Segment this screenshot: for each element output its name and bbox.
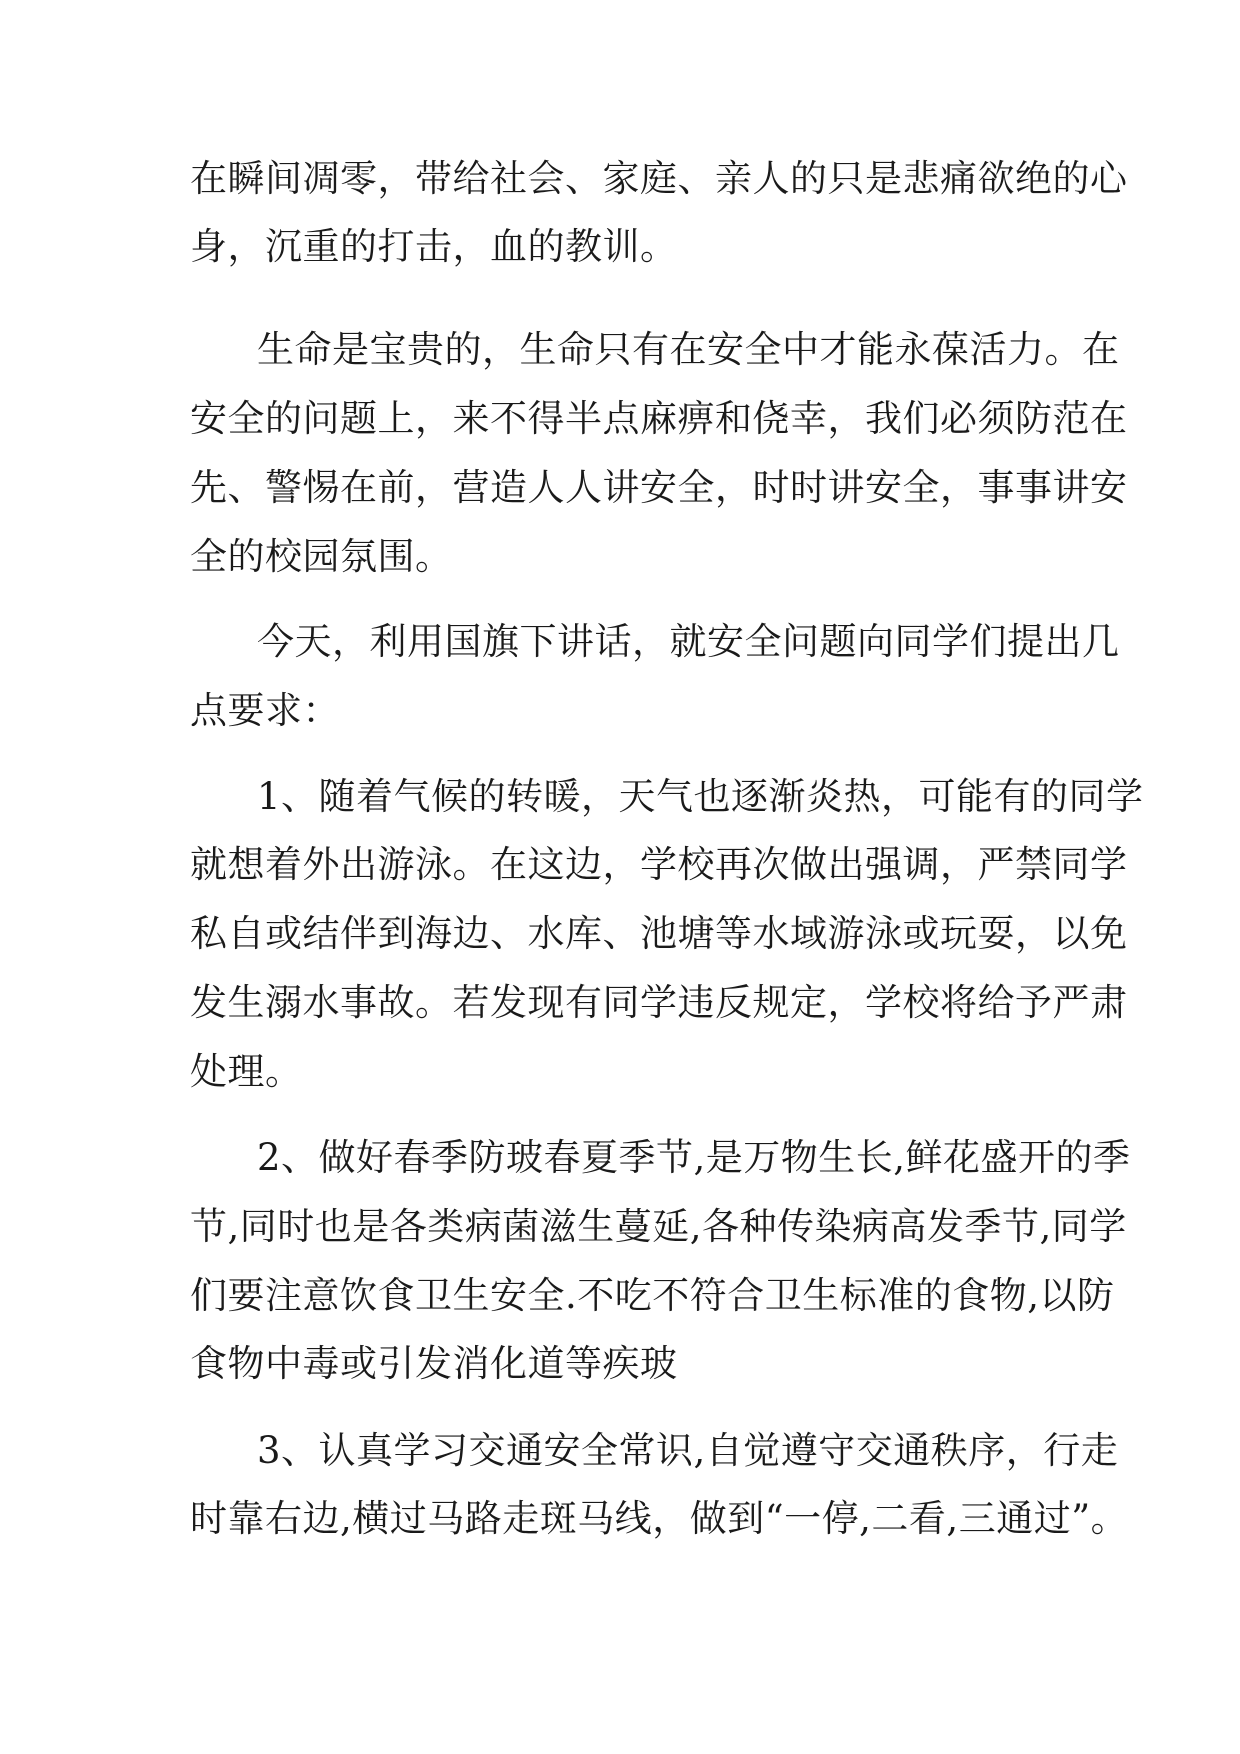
list-item-1: 1、随着气候的转暖，天气也逐渐炎热，可能有的同学 [257, 775, 1144, 818]
text-line: 食物中毒或引发消化道等疾玻 [190, 1342, 678, 1385]
paragraph-first-line: 生命是宝贵的，生命只有在安全中才能永葆活力。在 [257, 328, 1120, 371]
list-item-3: 3、认真学习交通安全常识,自觉遵守交通秩序，行走 [257, 1429, 1119, 1472]
text-line: 时靠右边,横过马路走斑马线，做到“一停,二看,三通过”。 [190, 1497, 1129, 1540]
paragraph-first-line: 今天，利用国旗下讲话，就安全问题向同学们提出几 [257, 620, 1120, 663]
text-line: 在瞬间凋零，带给社会、家庭、亲人的只是悲痛欲绝的心 [190, 157, 1128, 200]
text-line: 点要求： [190, 689, 340, 732]
text-line: 处理。 [190, 1050, 303, 1093]
list-item-2: 2、做好春季防玻春夏季节,是万物生长,鲜花盛开的季 [257, 1136, 1131, 1179]
text-line: 们要注意饮食卫生安全.不吃不符合卫生标准的食物,以防 [190, 1274, 1115, 1317]
text-line: 身，沉重的打击，血的教训。 [190, 225, 678, 268]
text-line: 发生溺水事故。若发现有同学违反规定，学校将给予严肃 [190, 981, 1128, 1024]
text-line: 全的校园氛围。 [190, 535, 453, 578]
text-line: 节,同时也是各类病菌滋生蔓延,各种传染病高发季节,同学 [190, 1205, 1127, 1248]
text-line: 先、警惕在前，营造人人讲安全，时时讲安全，事事讲安 [190, 466, 1128, 509]
text-line: 安全的问题上，来不得半点麻痹和侥幸，我们必须防范在 [190, 397, 1128, 440]
text-line: 就想着外出游泳。在这边，学校再次做出强调，严禁同学 [190, 843, 1128, 886]
text-line: 私自或结伴到海边、水库、池塘等水域游泳或玩耍，以免 [190, 912, 1128, 955]
